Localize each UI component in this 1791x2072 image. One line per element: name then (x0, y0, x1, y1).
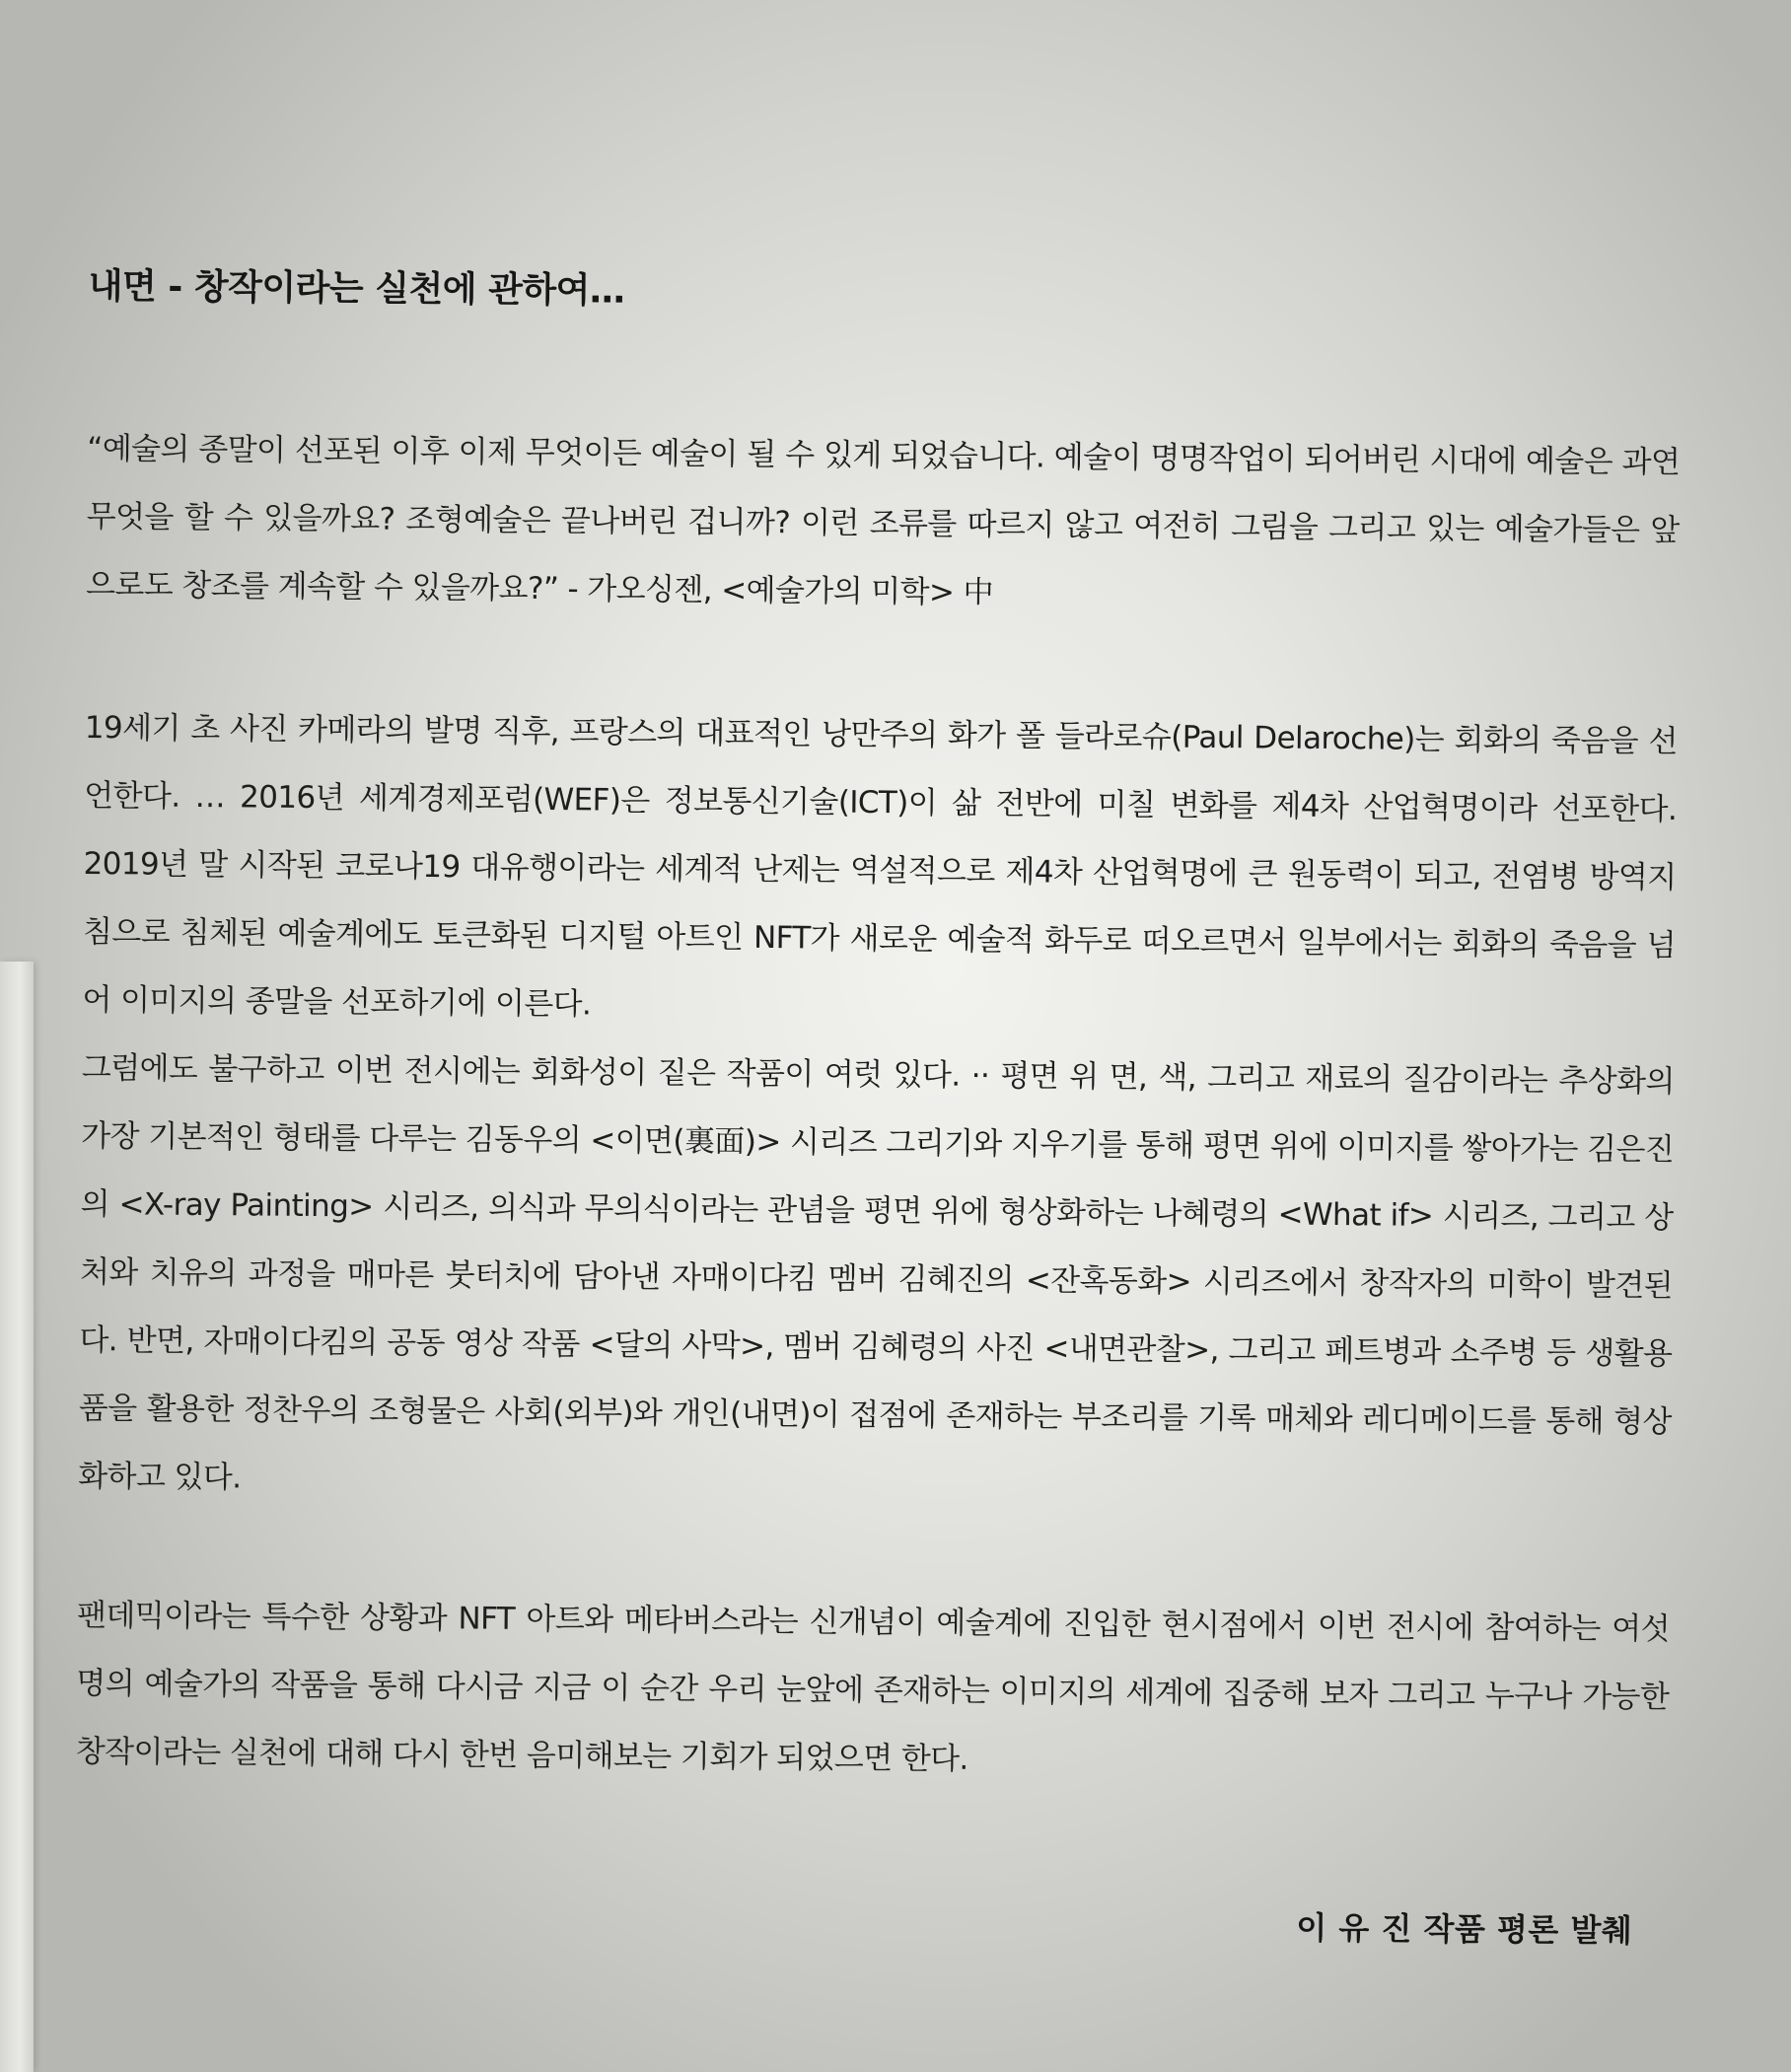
history-paragraph: 19세기 초 사진 카메라의 발명 직후, 프랑스의 대표적인 낭만주의 화가 폴 들라로슈(Paul Delaroche)는 회화의 죽음을 선언한다. … 2016년 세계경제포럼(WEF)은 정보통신기술(ICT)이 삶 전반에 미칠 변화를 제4차 산업혁명이라 선포한다. 2019년 말 시작된 코로나19 대유행이라는 세계적 난제는 역설적으로 제4차 산업혁명에 큰 원동력이 되고, 전염병 방역지침으로 침체된 예술계에도 토큰화된 디지털 아트인 NFT가 새로운 예술적 화두로 떠오르면서 일부에서는 회화의 죽음을 넘어 이미지의 종말을 선포하기에 이른다. (82, 709, 1678, 1023)
exhibition-text-panel (74, 258, 1682, 1952)
author-signature: 이 유 진 작품 평론 발췌 (1296, 1908, 1633, 1950)
quote-paragraph: “예술의 종말이 선포된 이후 이제 무엇이든 예술이 될 수 있게 되었습니다. 예술이 명명작업이 되어버린 시대에 예술은 과연 무엇을 할 수 있을까요? 조형예술은 끝나버린 겁니까? 이런 조류를 따르지 않고 여전히 그림을 그리고 있는 예술가들은 앞으로도 창조를 계속할 수 있을까요?” - 가오싱젠, <예술가의 미학> 中 (85, 430, 1681, 611)
closing-paragraph: 팬데믹이라는 특수한 상황과 NFT 아트와 메타버스라는 신개념이 예술계에 진입한 현시점에서 이번 전시에 참여하는 여섯 명의 예술가의 작품을 통해 다시금 지금 이 순간 우리 눈앞에 존재하는 이미지의 세계에 집중해 보자 그리고 누구나 가능한 창작이라는 실천에 대해 다시 한번 음미해보는 기회가 되었으면 한다. (75, 1597, 1671, 1777)
wall-panel-edge (0, 962, 34, 2072)
works-paragraph: 그럼에도 불구하고 이번 전시에는 회화성이 짙은 작품이 여럿 있다. ·· 평면 위 면, 색, 그리고 재료의 질감이라는 추상화의 가장 기본적인 형태를 다루는 김동우의 <이면(裏面)> 시리즈 그리기와 지우기를 통해 평면 위에 이미지를 쌓아가는 김은진의 <X-ray Painting> 시리즈, 의식과 무의식이라는 관념을 평면 위에 형상화하는 나혜령의 <What if> 시리즈, 그리고 상처와 치유의 과정을 매마른 붓터치에 담아낸 자매이다킴 멤버 김혜진의 <잔혹동화> 시리즈에서 창작자의 미학이 발견된다. 반면, 자매이다킴의 공동 영상 작품 <달의 사막>, 멤버 김혜령의 사진 <내면관찰>, 그리고 페트병과 소주병 등 생활용품을 활용한 정찬우의 조형물은 사회(외부)와 개인(내면)이 접점에 존재하는 부조리를 기록 매체와 레디메이드를 통해 형상화하고 있다. (78, 1049, 1675, 1496)
panel-title: 내면 - 창작이라는 실천에 관하여… (88, 265, 625, 312)
